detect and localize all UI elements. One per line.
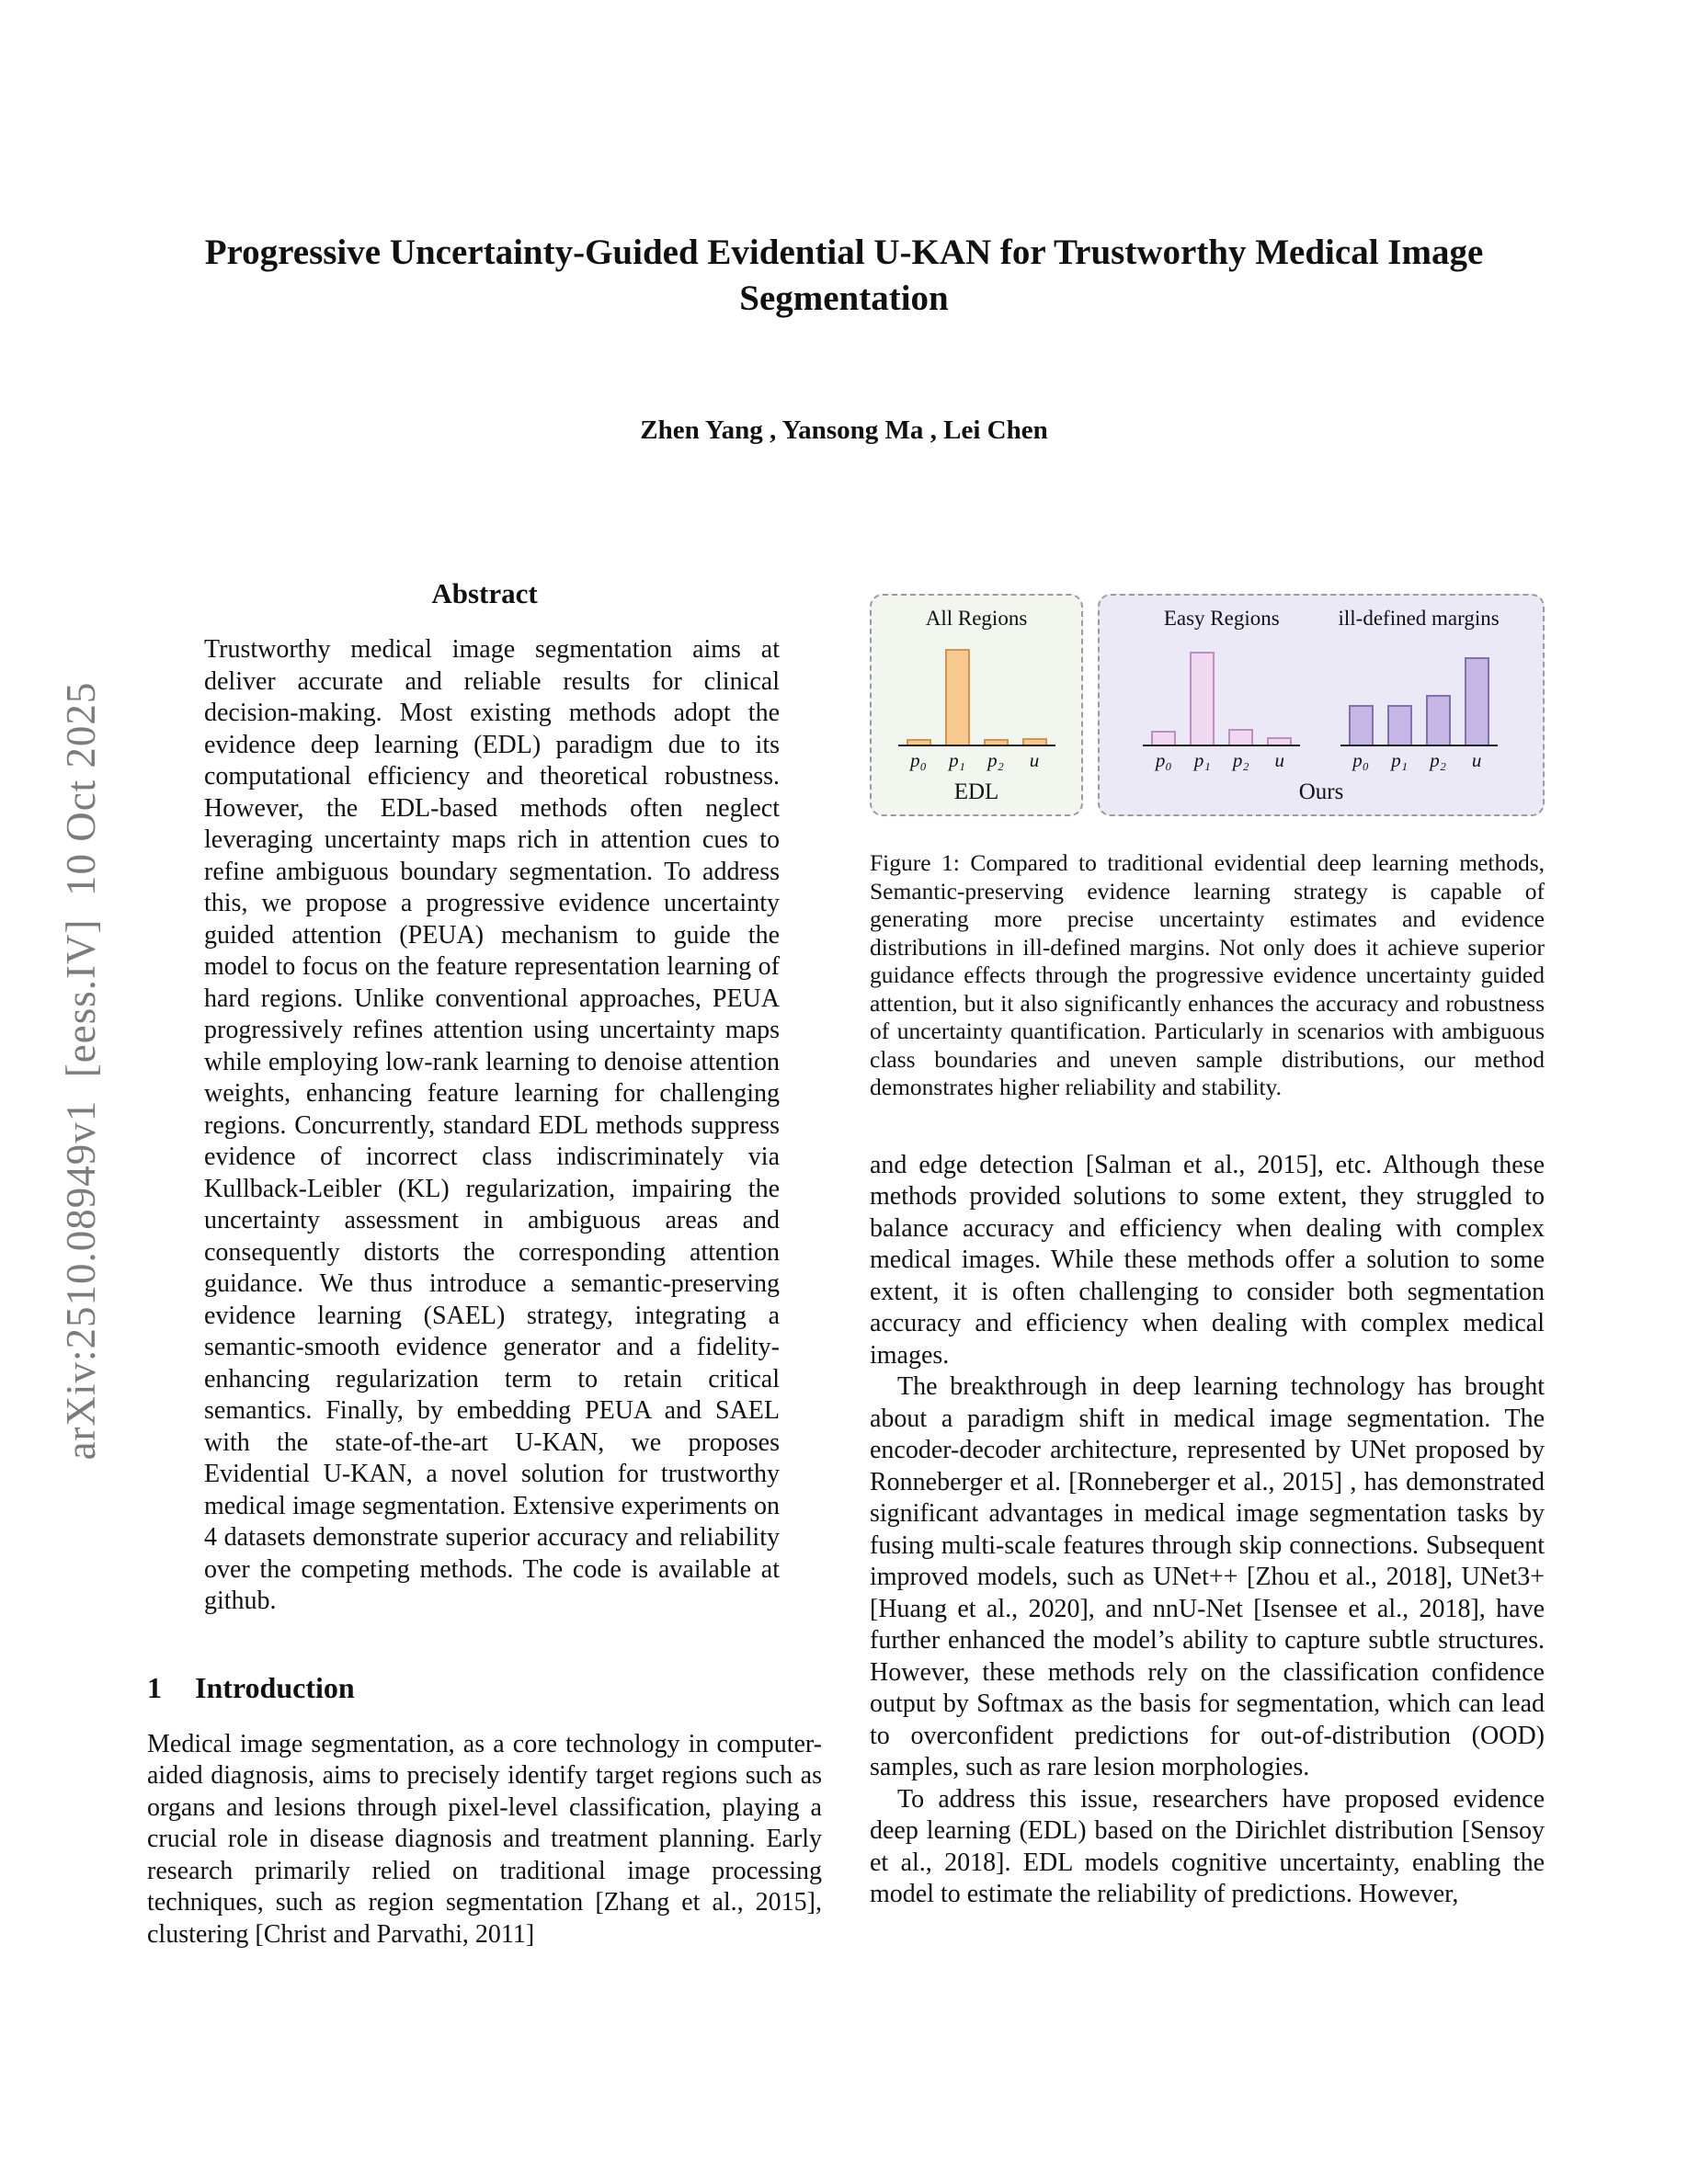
right-paragraph-2: The breakthrough in deep learning technology has brought about a paradigm shift in medical image segmentation. The encoder-decoder architecture, represented by UNet proposed by Ronneberger et al. [Ronneberger et al., 2015] , has demonstrated significant advantages in medical image segmentation tasks by fusing multi-scale features through skip connections. Subsequent improved models, such as UNet++ [Zhou et al., 2018], UNet3+ [Huang et al., 2020], and nnU-Net [Isensee et al., 2018], have further enhanced the model’s ability to capture subtle structures. However, these methods rely on the classification confidence output by Softmax as the basis for segmentation, which can lead to overconfident predictions for out-of-distribution (OOD) samples, such as rare lesion morphologies. <box>870 1372 1545 1781</box>
bar-0 <box>1151 731 1176 745</box>
edl-label: EDL <box>953 779 999 804</box>
edl-all-regions-chart <box>898 642 1055 772</box>
bar-2 <box>984 739 1009 745</box>
arxiv-watermark: arXiv:2510.08949v1 [eess.IV] 10 Oct 2025 <box>58 681 104 1461</box>
x-tick-labels <box>1340 746 1498 772</box>
bar-2 <box>1228 729 1253 745</box>
bar-1 <box>945 649 970 745</box>
edl-panel-title: All Regions <box>925 607 1028 630</box>
x-tick-label-0: p₀ <box>1155 749 1172 771</box>
ours-label: Ours <box>1298 779 1344 804</box>
figure-1-caption: Figure 1: Compared to traditional evidential deep learning methods, Semantic-preserving evidence learning strategy is capable of generating more precise uncertainty estimates and evidence distributions in ill-defined margins. Not only does it achieve superior guidance effects through the progressive evidence uncertainty guided attention, but it also significantly enhances the accuracy and robustness of uncertainty quantification. Particularly in scenarios with ambiguous class boundaries and uneven sample distributions, our method demonstrates higher reliability and stability. <box>870 849 1545 1100</box>
x-tick-label-3: u <box>1471 749 1482 771</box>
ill-defined-margins-chart <box>1340 642 1498 772</box>
bar-1 <box>1190 652 1215 745</box>
x-tick-label-2: p₂ <box>1232 749 1249 771</box>
abstract-text: Trustworthy medical image segmentation aims at deliver accurate and reliable results for clinical decision-making. Most existing methods adopt the evidence deep learning (EDL) paradigm due to its computational efficiency and theoretical robustness. However, the EDL-based methods often neglect leveraging uncertainty maps rich in attention cues to refine ambiguous boundary segmentation. To address this, we propose a progressive evidence uncertainty guided attention (PEUA) mechanism to guide the model to focus on the feature representation learning of hard regions. Unlike conventional approaches, PEUA progressively refines attention using uncertainty maps while employing low-rank learning to denoise attention weights, enhancing feature learning for challenging regions. Concurrently, standard EDL methods suppress evidence of incorrect class indiscriminately via Kullback-Leibler (KL) regularization, impairing the uncertainty assessment in ambiguous areas and consequently distorts the corresponding attention guidance. We thus introduce a semantic-preserving evidence learning (SAEL) strategy, integrating a semantic-smooth evidence generator and a fidelity-enhancing regularization term to retain critical semantics. Finally, by embedding PEUA and SAEL with the state-of-the-art U-KAN, we proposes Evidential U-KAN, a novel solution for trustworthy medical image segmentation. Extensive experiments on 4 datasets demonstrate superior accuracy and reliability over the competing methods. The code is available at github. <box>204 635 780 1615</box>
x-tick-labels <box>898 746 1055 772</box>
bars-baseline <box>1143 642 1300 746</box>
ours-charts <box>1105 607 1537 772</box>
bars-baseline <box>1340 642 1498 746</box>
ill-defined-margins-title: ill-defined margins <box>1338 607 1500 630</box>
x-tick-label-1: p₁ <box>949 749 965 771</box>
ill-defined-margins-subchart <box>1339 607 1500 772</box>
easy-regions-title: Easy Regions <box>1163 607 1280 630</box>
x-tick-label-0: p₀ <box>910 749 927 771</box>
bar-1 <box>1387 705 1412 745</box>
bar-0 <box>907 739 931 745</box>
abstract-heading: Abstract <box>431 577 538 609</box>
authors-line: Zhen Yang , Yansong Ma , Lei Chen <box>640 415 1048 445</box>
figure-1 <box>870 594 1545 816</box>
ours-panel <box>1098 594 1545 816</box>
easy-regions-subchart <box>1143 607 1300 772</box>
bar-0 <box>1349 705 1374 745</box>
x-tick-label-3: u <box>1274 749 1284 771</box>
right-paragraph-3: To address this issue, researchers have proposed evidence deep learning (EDL) based on the Dirichlet distribution [Sensoy et al., 2018]. EDL models cognitive uncertainty, enabling the model to estimate the reliability of predictions. However, <box>870 1784 1545 1908</box>
paper-title: Progressive Uncertainty-Guided Evidential U-KAN for Trustworthy Medical Image Segmentation <box>204 233 1484 318</box>
intro-paragraph-1: Medical image segmentation, as a core technology in computer-aided diagnosis, aims to precisely identify target regions such as organs and lesions through pixel-level classification, playing a crucial role in disease diagnosis and treatment planning. Early research primarily relied on traditional image processing techniques, such as region segmentation [Zhang et al., 2015], clustering [Christ and Parvathi, 2011] <box>147 1729 822 1949</box>
left-column <box>147 577 822 1951</box>
bar-3 <box>1022 738 1047 745</box>
section-number: 1 <box>147 1670 162 1704</box>
section-title: Introduction <box>195 1670 355 1704</box>
bar-2 <box>1426 695 1451 745</box>
x-tick-label-2: p₂ <box>1430 749 1447 771</box>
x-tick-label-3: u <box>1029 749 1040 771</box>
easy-regions-chart <box>1143 642 1300 772</box>
x-tick-label-1: p₁ <box>1391 749 1409 771</box>
x-tick-labels <box>1143 746 1300 772</box>
x-tick-label-1: p₁ <box>1193 749 1211 771</box>
section-1-heading <box>147 1671 822 1705</box>
x-tick-label-2: p₂ <box>987 749 1004 771</box>
bars-baseline <box>898 642 1055 746</box>
right-column <box>870 594 1545 1911</box>
bar-3 <box>1267 737 1292 745</box>
bar-3 <box>1465 657 1489 745</box>
x-tick-label-0: p₀ <box>1352 749 1370 771</box>
edl-panel <box>870 594 1083 816</box>
right-paragraph-1: and edge detection [Salman et al., 2015], etc. Although these methods provided solutions to some extent, they struggled to balance accuracy and efficiency when dealing with complex medical images. While these methods offer a solution to some extent, it is often challenging to consider both segmentation accuracy and efficiency when dealing with complex medical images. <box>870 1150 1545 1370</box>
